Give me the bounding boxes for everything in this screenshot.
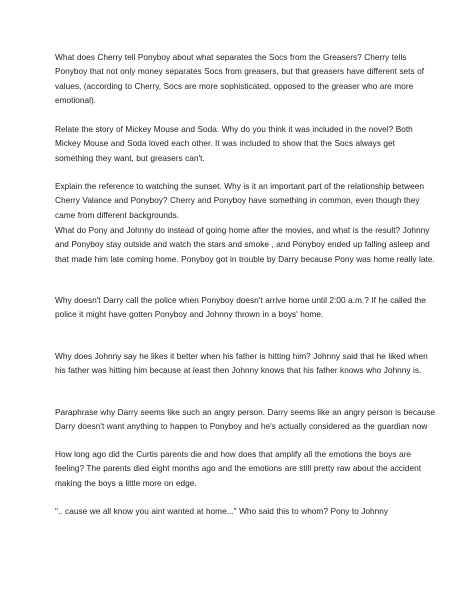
paragraph-mickey-mouse-soda: Relate the story of Mickey Mouse and Soda. Why do you think it was included in the novel? Both Mickey Mouse and Soda loved each other. It was included to show that the Socs always get something they want, but greasers can't.: [55, 124, 413, 163]
paragraph-after-movies: What do Pony and Johnny do instead of going home after the movies, and what is the result? Johnny and Ponyboy stay outside and watch the stars and smoke , and Ponyboy ended up falling asleep and that made him late coming home. Ponyboy got in trouble by Darry because Pony was home really late.: [55, 225, 435, 264]
paragraph-darry-police: Why doesn't Darry call the police when Ponyboy doesn't arrive home until 2:00 a.m.? If he called the police it might have gotten Ponyboy and Johnny thrown in a boys' home.: [55, 295, 426, 320]
paragraph-johnny-father: Why does Johnny say he likes it better when his father is hitting him? Johnny said that he liked when his father was hitting him because at least then Johnny knows that his father knows who Johnny is.: [55, 351, 428, 376]
paragraph-curtis-parents: How long ago did the Curtis parents die and how does that amplify all the emotions the boys are feeling? The parents died eight months ago and the emotions are still pretty raw about the accident making the boys a little more on edge.: [55, 449, 422, 488]
paragraph-darry-angry: Paraphrase why Darry seems like such an angry person. Darry seems like an angry person is because Darry doesn't want anything to happen to Ponyboy and he's actually considered as the guardian now: [55, 407, 435, 432]
paragraph-cherry-socs-greasers: What does Cherry tell Ponyboy about what separates the Socs from the Greasers? Cherry tells Ponyboy that not only money separates Socs from greasers, but that greasers have different sets of values, (according to Cherry, Socs are more sophisticated, opposed to the greaser who are more emotional).: [55, 52, 425, 106]
paragraph-sunset-reference: Explain the reference to watching the sunset. Why is it an important part of the relationship between Cherry Valance and Ponyboy? Cherry and Ponyboy have something in common, even though they came from different backgrounds.: [55, 181, 424, 220]
paragraph-quote-pony-johnny: ".. cause we all know you aint wanted at home..." Who said this to whom? Pony to Johnny: [55, 506, 389, 516]
